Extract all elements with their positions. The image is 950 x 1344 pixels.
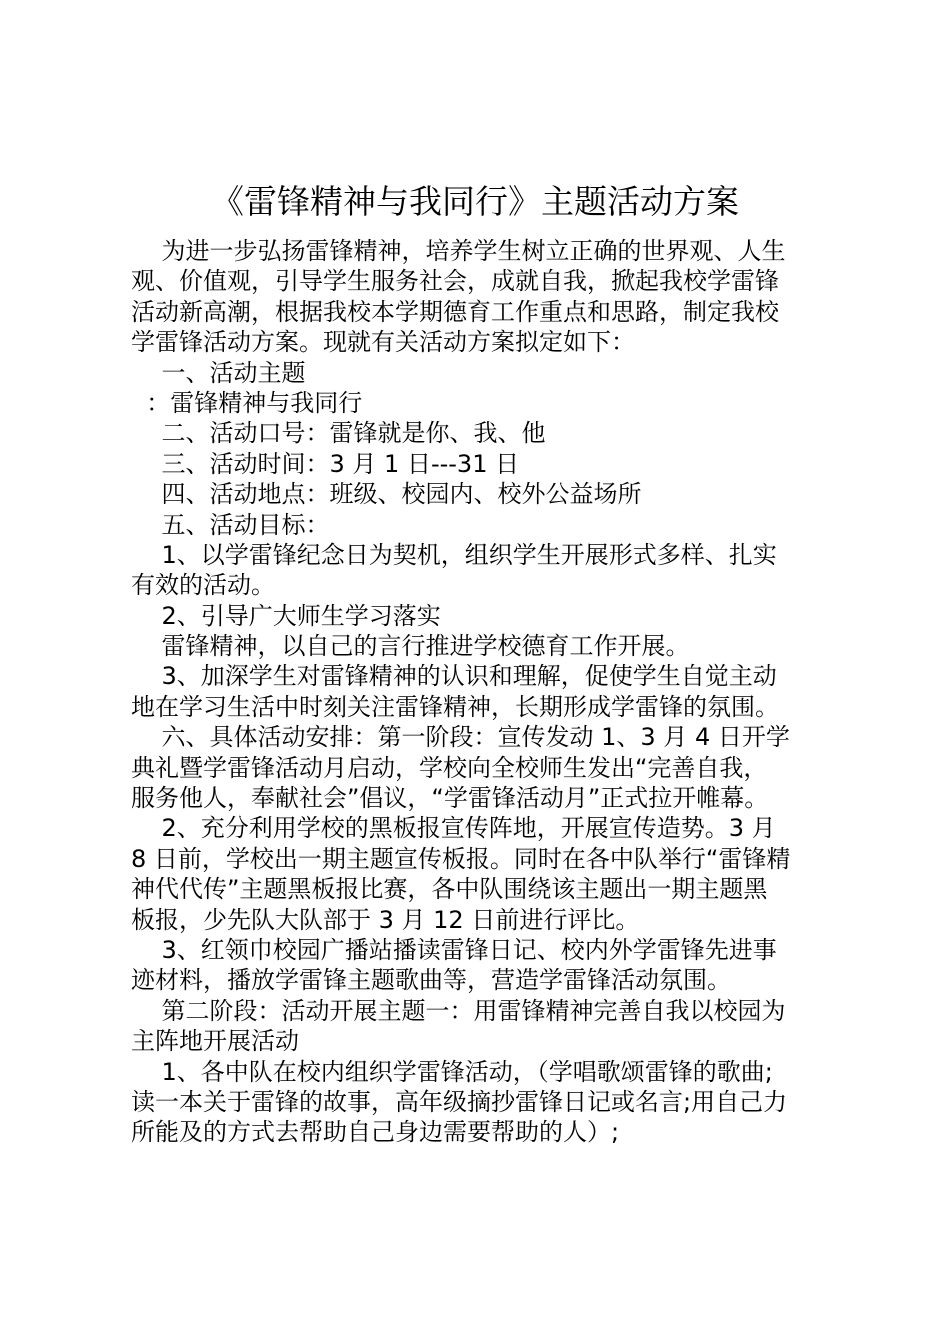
paragraph-line: 板报，少先队大队部于 3 月 12 日前进行评比。 xyxy=(131,905,640,934)
paragraph-line: 典礼暨学雷锋活动月启动，学校向全校师生发出“完善自我， xyxy=(131,753,768,782)
document-body xyxy=(131,236,831,1148)
paragraph-line: 服务他人，奉献社会”倡议，“学雷锋活动月”正式拉开帷幕。 xyxy=(131,784,769,813)
paragraph-line: 地在学习生活中时刻关注雷锋精神，长期形成学雷锋的氛围。 xyxy=(131,692,779,721)
paragraph-line: 活动新高潮，根据我校本学期德育工作重点和思路，制定我校 xyxy=(131,297,779,326)
paragraph-line: 六、具体活动安排：第一阶段：宣传发动 1、3 月 4 日开学 xyxy=(131,723,790,752)
paragraph-line: 三、活动时间：3 月 1 日---31 日 xyxy=(131,449,520,478)
paragraph-line: 2、引导广大师生学习落实 xyxy=(131,601,441,630)
paragraph-line: 为进一步弘扬雷锋精神，培养学生树立正确的世界观、人生 xyxy=(131,237,786,265)
paragraph-line: 3、加深学生对雷锋精神的认识和理解，促使学生自觉主动 xyxy=(131,662,777,691)
paragraph-line: 所能及的方式去帮助自己身边需要帮助的人）; xyxy=(131,1118,620,1147)
paragraph-line: 一、活动主题 xyxy=(131,358,306,387)
paragraph-line: 四、活动地点：班级、校园内、校外公益场所 xyxy=(131,480,642,509)
paragraph-line: 二、活动口号：雷锋就是你、我、他 xyxy=(131,419,546,448)
document-title: 《雷锋精神与我同行》主题活动方案 xyxy=(211,182,739,221)
paragraph-line: 读一本关于雷锋的故事，高年级摘抄雷锋日记或名言;用自己力 xyxy=(131,1087,788,1116)
paragraph-line: 五、活动目标： xyxy=(131,510,330,539)
paragraph-line: 2、充分利用学校的黑板报宣传阵地，开展宣传造势。3 月 xyxy=(131,814,776,843)
paragraph-line: 第二阶段：活动开展主题一：用雷锋精神完善自我以校园为 xyxy=(131,996,786,1025)
paragraph-line: 8 日前，学校出一期主题宣传板报。同时在各中队举行“雷锋精 xyxy=(131,844,791,873)
paragraph-line: 主阵地开展活动 xyxy=(131,1027,299,1056)
paragraph-line: 迹材料，播放学雷锋主题歌曲等，营造学雷锋活动氛围。 xyxy=(131,966,731,995)
paragraph-line: 学雷锋活动方案。现就有关活动方案拟定如下： xyxy=(131,328,635,357)
paragraph-line: 1、以学雷锋纪念日为契机，组织学生开展形式多样、扎实 xyxy=(131,540,777,569)
paragraph-line: 1、各中队在校内组织学雷锋活动，（学唱歌颂雷锋的歌曲; xyxy=(131,1057,773,1086)
paragraph-line: 3、红领巾校园广播站播读雷锋日记、校内外学雷锋先进事 xyxy=(131,935,777,964)
paragraph-line: 有效的活动。 xyxy=(131,571,275,600)
paragraph-line: 神代代传”主题黑板报比赛，各中队围绕该主题出一期主题黑 xyxy=(131,875,768,904)
paragraph-line: 雷锋精神，以自己的言行推进学校德育工作开展。 xyxy=(131,632,690,661)
paragraph-line: 观、价值观，引导学生服务社会，成就自我，掀起我校学雷锋 xyxy=(131,267,779,296)
paragraph-line: ：雷锋精神与我同行 xyxy=(131,388,363,417)
